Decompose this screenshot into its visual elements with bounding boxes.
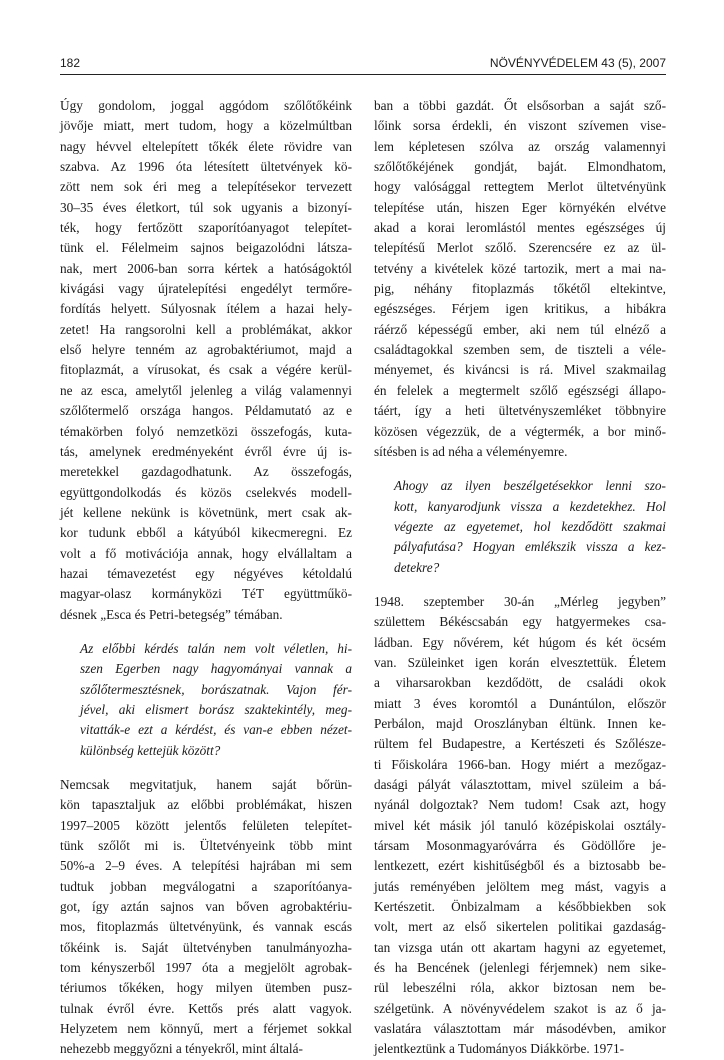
text-line: tőkéink is. Saját ültetvényben tanulmányozha-	[60, 939, 352, 955]
text-line: tünk el. Félelmeim sajnos beigazolódni látsza-	[60, 240, 352, 256]
journal-title: NÖVÉNYVÉDELEM 43 (5), 2007	[489, 56, 666, 70]
left-column	[60, 96, 352, 1060]
text-line: Perbálon, majd Oroszlányban éltünk. Innen ke-	[374, 715, 666, 731]
text-line: telepítése után, hiszen Eger környékén elvétve	[374, 199, 666, 215]
text-line: kivágási vagy újratelepítési engedélyt termőre-	[60, 281, 352, 297]
text-line: táért, így a heti ültetvényszemléket többnyire	[374, 403, 666, 419]
paragraph	[60, 775, 352, 1060]
text-line: első helyre tenném az agrobaktériumot, majd a	[60, 342, 352, 358]
text-line: szőlőtőkéjének gondját, baját. Elmondhatom,	[374, 159, 666, 175]
text-line: Az előbbi kérdés talán nem volt véletlen, hi-	[80, 640, 352, 656]
text-line: mivel két másik jól tanuló középiskolai osztály-	[374, 817, 666, 833]
text-line: hazai témavezetést egy négyéves kétoldalú	[60, 565, 352, 581]
text-line: tetvény a kivételek közé tartozik, mert a mai na-	[374, 260, 666, 276]
text-line: jövője miatt, mert tudom, hogy a közelmúltban	[60, 118, 352, 134]
text-line: Ahogy az ilyen beszélgetésekkor lenni szo-	[394, 478, 666, 494]
text-line: ráérző képességű ember, aki nem túl elnéző a	[374, 321, 666, 337]
text-line: akad a korai leromlástól mentes egészséges új	[374, 220, 666, 236]
text-line: végezte az egyetemet, hol kezdődött szakmai	[394, 518, 666, 534]
paragraph	[60, 96, 352, 625]
text-line: jelentkeztünk a Tudományos Diákkörbe. 1971-	[374, 1041, 625, 1057]
text-line: detekre?	[394, 559, 440, 575]
text-line: miatt 3 éves koromtól a Dunántúlon, először	[374, 695, 666, 711]
text-line: ládban. Egy nővérem, két húgom és két öcsém	[374, 634, 666, 650]
text-line: kön tapasztaljuk az előbbi problémákat, hiszen	[60, 797, 352, 813]
text-line: zetet! Ha rangsorolni kell a problémákat, akkor	[60, 321, 352, 337]
right-column	[374, 96, 666, 1060]
header-rule	[60, 74, 666, 75]
text-line: közösen végezzük, de a végtermék, a bor minő-	[374, 423, 666, 439]
text-line: együttgondolkodás és közös cselekvés modell-	[60, 484, 352, 500]
text-line: mos, fitoplazmás ültetvényünk, és vannak escás	[60, 919, 352, 935]
text-line: családtagokkal szemben sem, de tiszteli a véle-	[374, 342, 666, 358]
text-line: tudtuk jobban megválogatni a szaporítóanya-	[60, 878, 352, 894]
text-line: dasági pályát választottam, mivel szüleim a bá-	[374, 777, 666, 792]
text-line: ti Főiskolára 1966-ban. Hogy miért a mezőgaz-	[374, 756, 666, 772]
text-line: tás, amelynek eredményeként évről évre új is-	[60, 443, 352, 459]
text-line: egészséges. Férjem igen kritikus, a hibákra	[374, 301, 666, 317]
text-line: és ha Bencének (jelenlegi férjemnek) nem sike-	[374, 960, 666, 976]
text-line: nagy hévvel eltelepített tőkék élete rövidre van	[60, 138, 352, 154]
text-line: rül lebeszélni róla, akkor biztosan nem be-	[374, 980, 666, 996]
text-line: én felelek a megtermelt szőlő egészségi állapo-	[374, 382, 666, 398]
text-line: ményemet, és kiváncsi is rá. Mivel szakmailag	[374, 362, 666, 378]
text-line: 1948. szeptember 30-án „Mérleg jegyben”	[374, 593, 666, 609]
text-line: lentkezett, ezért kishitűségből és a biztosabb be-	[374, 858, 666, 874]
interview-question	[374, 476, 666, 578]
text-line: szőlőtermelő országa hangos. Példamutató az e	[60, 403, 352, 419]
text-line: vitatták-e ezt a kérdést, és van-e ebben nézet-	[80, 722, 352, 738]
text-line: Kertészetit. Önbizalmam a későbbiekben sok	[374, 899, 666, 915]
page-number: 182	[60, 56, 81, 70]
text-line: sítésben is ad néha a véleményemre.	[374, 443, 568, 459]
text-line: désnek „Esca és Petri-betegség” témában.	[60, 606, 283, 622]
paragraph	[374, 96, 666, 462]
text-line: volt, mert az első sikertelen politikai gazdaság-	[374, 919, 666, 935]
text-line: tünk szőlőt mi is. Ültetvényeink több mint	[60, 838, 352, 854]
text-line: lem képletesen szólva az ország valamennyi	[374, 138, 666, 154]
text-line: rültem fel Budapestre, a Kertészeti és Szőlésze-	[374, 736, 666, 752]
text-line: pig, néhány fitoplazmás tőkétől eltekintve,	[374, 281, 666, 297]
text-line: szőlőtermesztésnek, borászatnak. Vajon fér-	[80, 681, 352, 697]
text-line: Úgy gondolom, joggal aggódom szőlőtőkéink	[60, 98, 352, 113]
text-line: magyar-olasz kormányközi TéT együttműkö-	[60, 586, 352, 602]
text-line: társam Mosonmagyaróvárra és Gödöllőre je-	[374, 838, 666, 854]
text-line: nyánál dolgoztak? Nem tudom! Csak azt, hogy	[374, 797, 666, 813]
text-line: meretekkel gazdagodhatunk. Az összefogás,	[60, 464, 352, 480]
text-line: kor tudunk ebből a kátyúból kikecmeregni. Ez	[60, 525, 352, 541]
paragraph	[374, 592, 666, 1060]
page-header	[60, 56, 666, 72]
text-line: telepítésű Merlot szőlő. Szerencsére ez az ül-	[374, 240, 666, 256]
text-line: 30–35 éves életkort, túl sok ugyanis a bizonyí-	[60, 199, 352, 215]
text-line: szélgetünk. A növényvédelem szakot is az ő ja-	[374, 1000, 666, 1016]
text-line: pályafutása? Hogyan emlékszik vissza a kez-	[394, 539, 666, 555]
text-line: különbség kettejük között?	[80, 742, 221, 758]
text-line: a viharsarokban kezdődött, de családi okok	[374, 675, 666, 691]
text-line: születtem Békéscsabán egy hatgyermekes csa-	[374, 614, 666, 630]
text-line: fitoplazmát, a vírusokat, és csak a végére kerül-	[60, 362, 352, 378]
text-line: vaslatára választottam már másodévben, amikor	[374, 1021, 666, 1037]
text-line: got, így aztán sajnos van bőven agrobaktériu-	[60, 899, 352, 915]
text-line: tom kényszerből 1997 óta a megjelölt agrobak-	[60, 960, 352, 976]
text-line: Helyzetem nem könnyű, mert a férjemet sokkal	[60, 1021, 352, 1037]
text-line: tulnak évről évre. Kettős prés alatt vagyok.	[60, 1000, 352, 1016]
text-line: nehezebb meggyőzni a tényekről, mint általá-	[60, 1041, 303, 1057]
text-line: ban a többi gazdát. Őt elsősorban a saját sző-	[374, 98, 666, 113]
text-line: lőink sorsa érdekli, én viszont szívemen vise-	[374, 118, 666, 134]
text-line: jutás reményében jelöltem meg mást, vagyis a	[374, 878, 666, 894]
text-line: szen Egerben nagy hagyományai vannak a	[80, 661, 352, 677]
text-line: témakörben folyó nemzetközi összefogás, kuta-	[60, 423, 352, 439]
text-line: volt a fő motivációja annak, hogy elvállaltam a	[60, 545, 352, 561]
text-line: ne az esca, amelytől jelenleg a világ valamennyi	[60, 382, 352, 398]
text-line: ték, hogy fertőzött szaporítóanyagot telepítet-	[60, 220, 352, 236]
text-line: hogy valósággal rettegtem Merlot ültetvényünk	[374, 179, 666, 195]
text-line: jével, aki elismert borász szaktekintély, meg-	[80, 701, 352, 717]
text-line: zött nem sok éri meg a telepítésekor tervezett	[60, 179, 352, 195]
text-line: kott, kanyarodjunk vissza a kezdetekhez. Hol	[394, 498, 666, 514]
text-line: jét kellene nekünk is követnünk, mert csak ak-	[60, 504, 352, 520]
text-line: van. Szüleinket igen korán elvesztettük. Életem	[374, 654, 666, 670]
text-line: 1997–2005 között jelentős felületen telepítet-	[60, 817, 352, 833]
text-line: Nemcsak megvitatjuk, hanem saját bőrün-	[60, 777, 352, 792]
text-line: 50%-a 2–9 éves. A telepítési hajrában mi sem	[60, 858, 352, 874]
text-line: szabva. Az 1996 óta létesített ültetvények kö-	[60, 159, 352, 175]
interview-question	[60, 639, 352, 761]
text-line: nak, mert 2006-ban sorra kértek a hatóságoktól	[60, 260, 352, 276]
text-line: tériumos tőkéken, hogy milyen ütemben pusz-	[60, 980, 352, 996]
text-line: fordítás helyett. Súlyosnak ítélem a hazai hely-	[60, 301, 352, 317]
text-line: tan vizsga után ott akartam hagyni az egyetemet,	[374, 939, 666, 955]
